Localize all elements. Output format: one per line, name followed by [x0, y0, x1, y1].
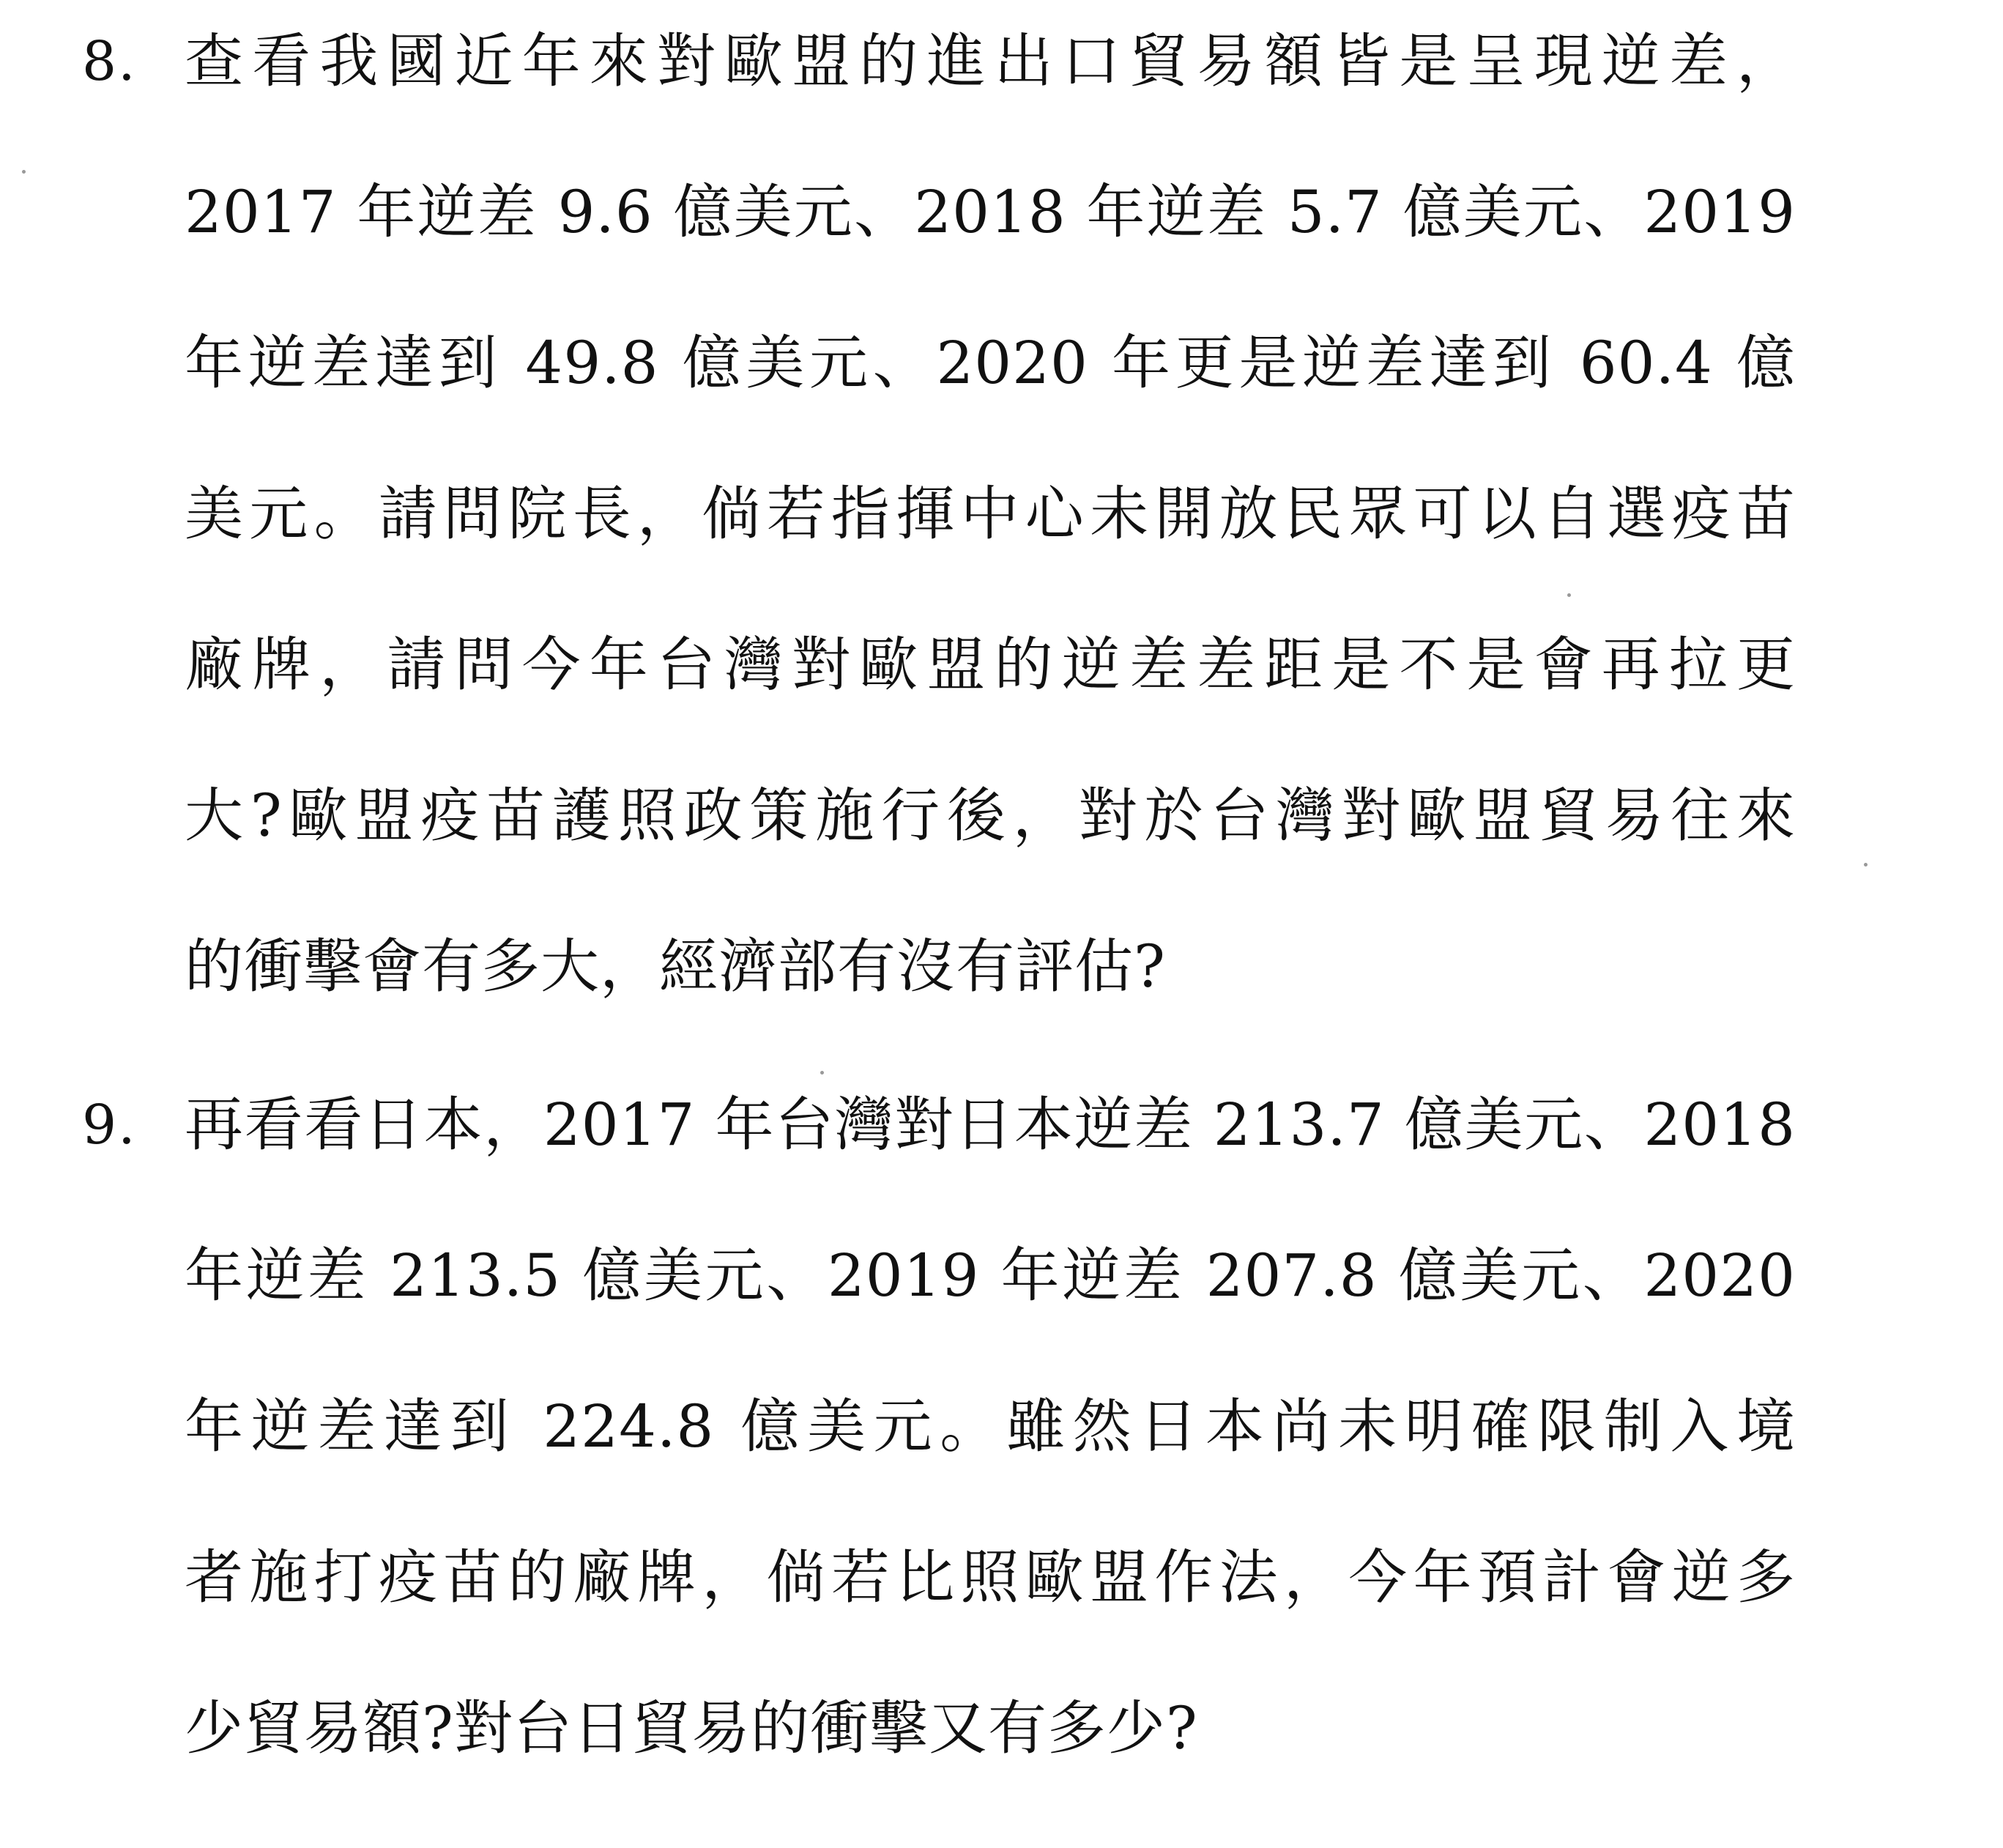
item-number: 8. [82, 30, 137, 93]
item-text-line: 年逆差 213.5 億美元、2019 年逆差 207.8 億美元、2020 [185, 1242, 1796, 1310]
item-text-line: 的衝擊會有多大，經濟部有沒有評估? [185, 932, 1166, 1001]
item-text-line: 廠牌，請問今年台灣對歐盟的逆差差距是不是會再拉更 [185, 631, 1796, 699]
scan-speck [820, 1071, 824, 1075]
item-text-line: 2017 年逆差 9.6 億美元、2018 年逆差 5.7 億美元、2019 [185, 178, 1796, 246]
item-number: 9. [82, 1094, 137, 1157]
item-text-line: 年逆差達到 49.8 億美元、2020 年更是逆差達到 60.4 億 [185, 329, 1796, 397]
item-text-line: 大?歐盟疫苗護照政策施行後，對於台灣對歐盟貿易往來 [185, 782, 1796, 850]
scan-speck [1864, 863, 1868, 867]
scan-speck [1567, 593, 1571, 597]
item-text-line: 查看我國近年來對歐盟的進出口貿易額皆是呈現逆差， [185, 27, 1796, 95]
item-text-line: 再看看日本，2017 年台灣對日本逆差 213.7 億美元、2018 [185, 1091, 1796, 1159]
item-text-line: 少貿易額?對台日貿易的衝擊又有多少? [185, 1694, 1198, 1762]
item-text-line: 者施打疫苗的廠牌，倘若比照歐盟作法，今年預計會逆多 [185, 1543, 1796, 1611]
item-text-line: 年逆差達到 224.8 億美元。雖然日本尚未明確限制入境 [185, 1392, 1796, 1461]
item-text-line: 美元。請問院長，倘若指揮中心未開放民眾可以自選疫苗 [185, 480, 1796, 548]
scan-speck [22, 170, 26, 174]
